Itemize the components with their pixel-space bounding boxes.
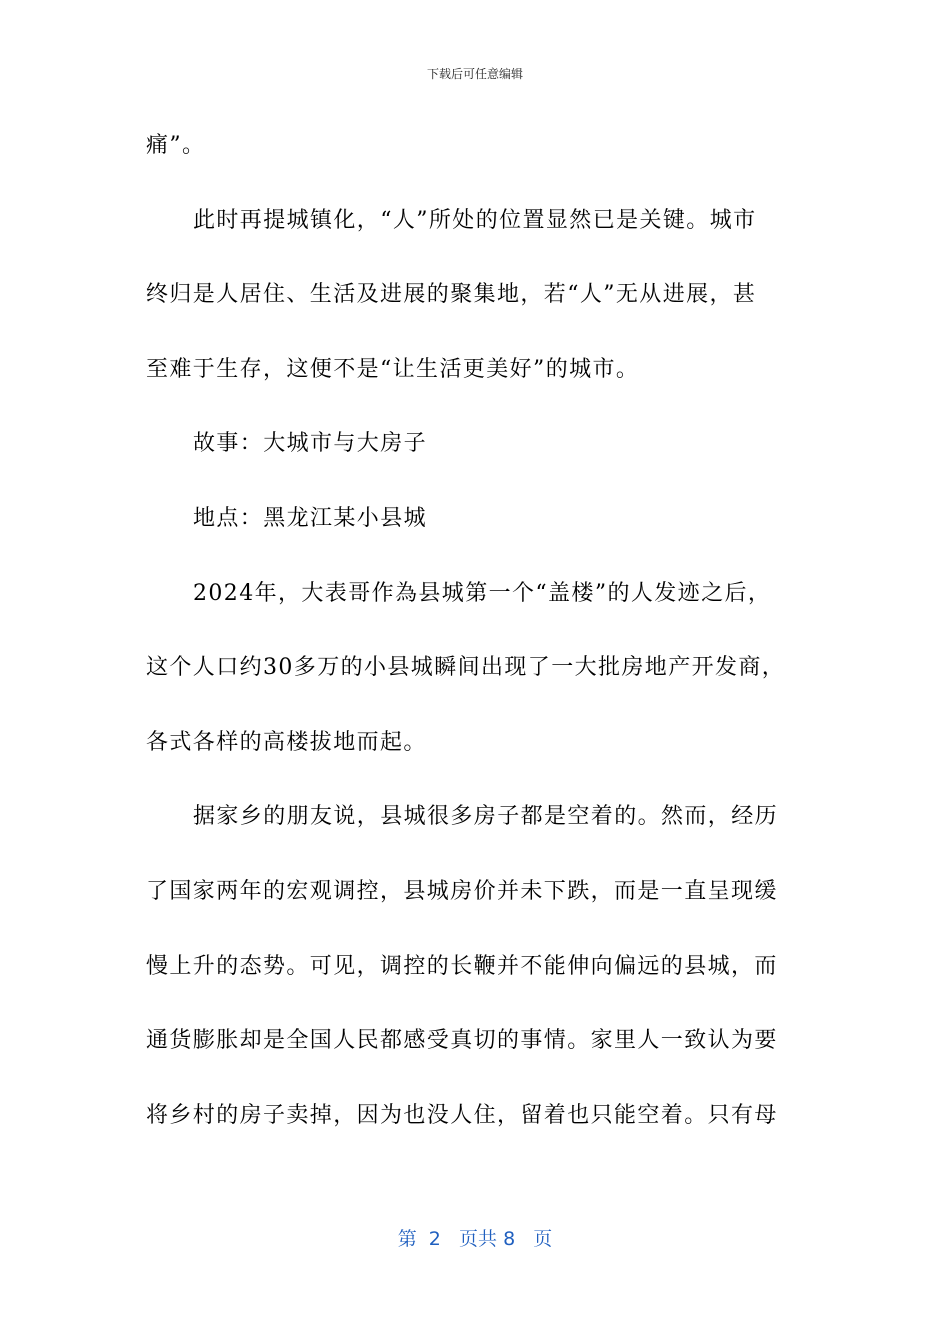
text-line: 各式各样的高楼拔地而起。	[146, 729, 427, 755]
footer-middle: 页共	[459, 1228, 498, 1250]
text-line: 通货膨胀却是全国人民都感受真切的事情。家里人一致认为要	[146, 1028, 778, 1054]
text-line: 终归是人居住、生活及进展的聚集地，若“人”无从进展，甚	[146, 282, 757, 308]
text-line: 了国家两年的宏观调控，县城房价并未下跌，而是一直呈现缓	[146, 878, 778, 904]
page-number-footer	[0, 1226, 950, 1252]
page-header: 下载后可任意编辑	[426, 67, 523, 81]
text-line: 2024年，大表哥作為县城第一个“盖楼”的人发迹之后，	[193, 580, 772, 606]
total-pages-number: 8	[503, 1228, 516, 1250]
footer-suffix: 页	[533, 1228, 553, 1250]
footer-prefix: 第	[397, 1228, 417, 1250]
text-line: 将乡村的房子卖掉，因为也没人住，留着也只能空着。只有母	[146, 1102, 778, 1128]
text-line: 至难于生存，这便不是“让生活更美好”的城市。	[146, 356, 640, 382]
document-body	[146, 126, 792, 1170]
text-line: 故事：大城市与大房子	[193, 431, 428, 457]
text-line: 这个人口约30多万的小县城瞬间出现了一大批房地产开发商，	[146, 655, 786, 681]
text-line: 据家乡的朋友说，县城很多房子都是空着的。然而，经历	[193, 804, 779, 830]
text-line: 痛”。	[146, 133, 206, 158]
text-line: 地点：黑龙江某小县城	[193, 505, 428, 531]
current-page-number: 2	[428, 1228, 441, 1250]
text-line: 此时再提城镇化，“人”所处的位置显然已是关键。城市	[193, 207, 757, 233]
text-line: 慢上升的态势。可见，调控的长鞭并不能伸向偏远的县城，而	[146, 953, 778, 979]
